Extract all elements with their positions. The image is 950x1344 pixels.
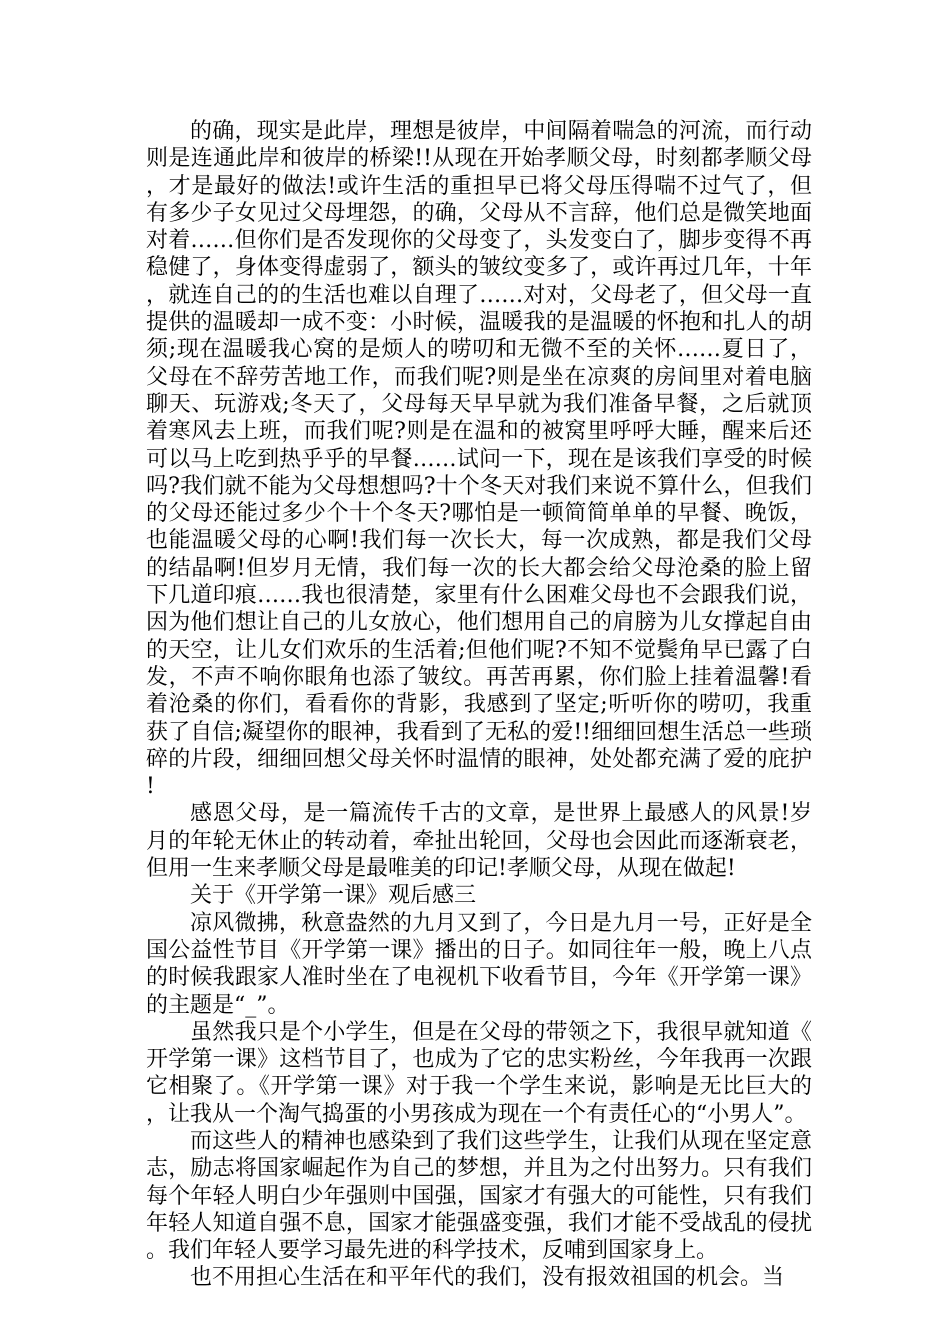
- paragraph-september: 凉风微拂，秋意盎然的九月又到了，今日是九月一号，正好是全国公益性节目《开学第一课》播出的日子。如同往年一般，晚上八点的时候我跟家人准时坐在了电视机下收看节目，今年《开学第一课》的主题是“_”。: [146, 910, 812, 1018]
- section-heading: 关于《开学第一课》观后感三: [190, 883, 477, 909]
- paragraph-student: 虽然我只是个小学生，但是在父母的带领之下，我很早就知道《开学第一课》这档节目了，也成为了它的忠实粉丝，今年我再一次跟它相聚了。《开学第一课》对于我一个学生来说，影响是无比巨大的，让我从一个淘气捣蛋的小男孩成为现在一个有责任心的“小男人”。: [146, 1019, 812, 1127]
- paragraph-peace: 也不用担心生活在和平年代的我们，没有报效祖国的机会。当: [190, 1265, 785, 1291]
- paragraph-filial-piety: 的确，现实是此岸，理想是彼岸，中间隔着喘急的河流，而行动则是连通此岸和彼岸的桥梁!!从现在开始孝顺父母，时刻都孝顺父母，才是最好的做法!或许生活的重担早已将父母压得喘不过气了，但有多少子女见过父母埋怨，的确，父母从不言辞，他们总是微笑地面对着……但你们是否发现你的父母变了，头发变白了，脚步变得不再稳健了，身体变得虚弱了，额头的皱纹变多了，或许再过几年，十年，就连自己的的生活也难以自理了……对对，父母老了，但父母一直提供的温暖却一成不变：小时候，温暖我的是温暖的怀抱和扎人的胡须;现在温暖我心窝的是烦人的唠叨和无微不至的关怀……夏日了，父母在不辞劳苦地工作，而我们呢?则是坐在凉爽的房间里对着电脑聊天、玩游戏;冬天了，父母每天早早就为我们准备早餐，之后就顶着寒风去上班，而我们呢?则是在温和的被窝里呼呼大睡，醒来后还可以马上吃到热乎乎的早餐……试问一下，现在是该我们享受的时候吗?我们就不能为父母想想吗?十个冬天对我们来说不算什么，但我们的父母还能过多少个十个冬天?哪怕是一顿简简单单的早餐、晚饭，也能温暖父母的心啊!我们每一次长大，每一次成熟，都是我们父母的结晶啊!但岁月无情，我们每一次的长大都会给父母沧桑的脸上留下几道印痕……我也很清楚，家里有什么困难父母也不会跟我们说，因为他们想让自己的儿女放心，他们想用自己的肩膀为儿女撑起自由的天空，让儿女们欢乐的生活着;但他们呢?不知不觉鬓角早已露了白发，不声不响你眼角也添了皱纹。再苦再累，你们脸上挂着温馨!看着沧桑的你们，看看你的背影，我感到了坚定;听听你的唠叨，我重获了自信;凝望你的眼神，我看到了无私的爱!!细细回想生活总一些琐碎的片段，细细回想父母关怀时温情的眼神，处处都充满了爱的庇护!: [146, 119, 812, 800]
- document-page: [146, 118, 812, 1292]
- paragraph-gratitude: 感恩父母，是一篇流传千古的文章，是世界上最感人的风景!岁月的年轮无休止的转动着，牵扯出轮回，父母也会因此而逐渐衰老，但用一生来孝顺父母是最唯美的印记!孝顺父母，从现在做起!: [146, 801, 812, 882]
- paragraph-spirit: 而这些人的精神也感染到了我们这些学生，让我们从现在坚定意志，励志将国家崛起作为自己的梦想，并且为之付出努力。只有我们每个年轻人明白少年强则中国强，国家才有强大的可能性，只有我们年轻人知道自强不息，国家才能强盛变强，我们才能不受战乱的侵扰。我们年轻人要学习最先进的科学技术，反哺到国家身上。: [146, 1128, 812, 1264]
